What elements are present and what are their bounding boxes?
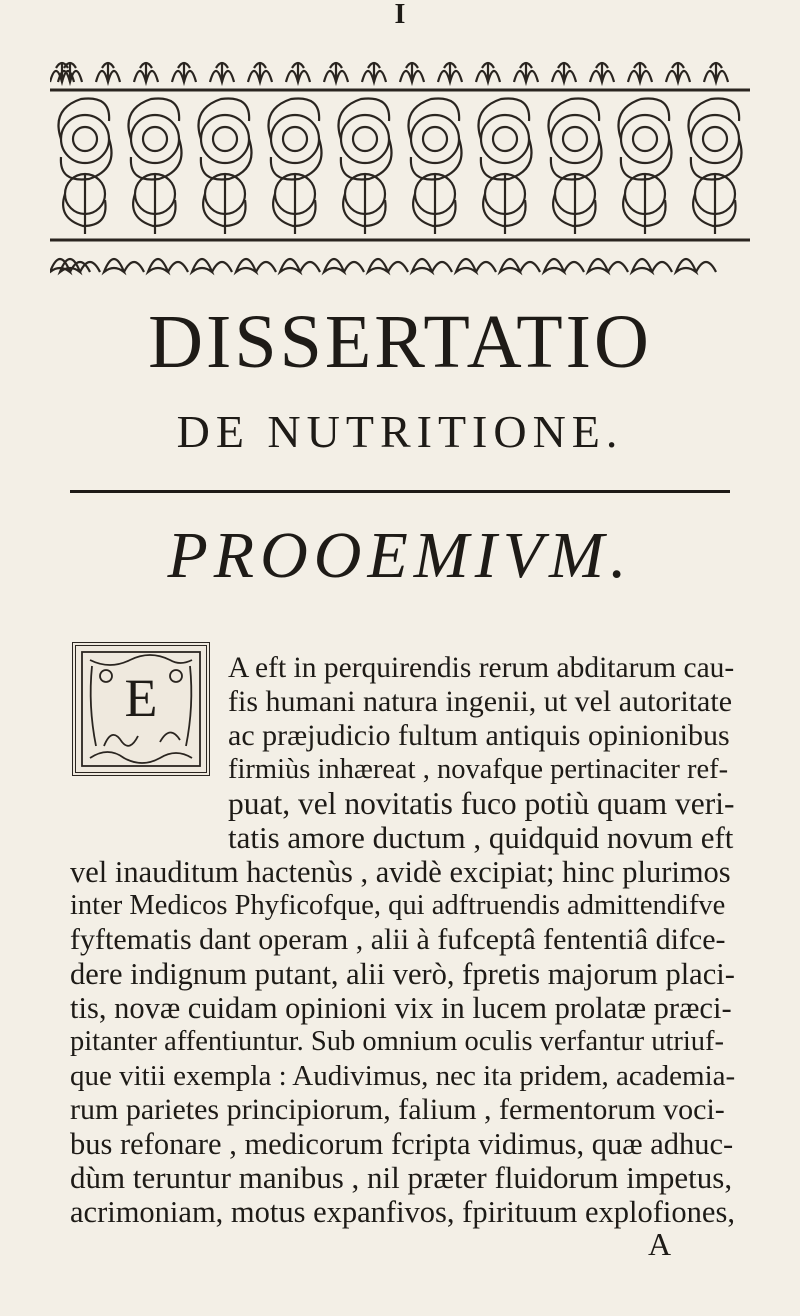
body-text-line: ac præjudicio fultum antiquis opinionibus (228, 719, 730, 752)
body-text-line: fis humani natura ingenii, ut vel autoritate (228, 685, 733, 718)
headpiece-ornament (50, 34, 750, 284)
body-text-line: que vitii exempla : Audivimus, nec ita pridem, academia- (70, 1060, 736, 1092)
body-text-line: dere indignum putant, alii verò, fpretis majorum placi- (70, 957, 735, 991)
body-text-line: bus refonare , medicorum fcripta vidimus, quæ adhuc- (70, 1127, 734, 1161)
body-text-line: fyftematis dant operam , alii à fufceptâ fententiâ difce- (70, 923, 726, 956)
decorated-initial (72, 642, 210, 776)
body-text-line: inter Medicos Phyficofque, qui adftruendis admittendifve (70, 890, 726, 921)
body-text-line: acrimoniam, motus expanfivos, fpirituum explofiones, (70, 1195, 735, 1229)
body-text-line: rum parietes principiorum, falium , fermentorum voci- (70, 1093, 725, 1126)
initial-letter: E (124, 668, 158, 728)
body-text-line: firmiùs inhæreat , novafque pertinaciter ref- (228, 754, 729, 785)
page-number: I (394, 0, 406, 30)
body-text-line: dùm teruntur manibus , nil præter fluidorum impetus, (70, 1160, 733, 1195)
body-text-line: vel inauditum hactenùs , avidè excipiat; hinc plurimos (70, 855, 731, 889)
body-text-line: pitanter affentiuntur. Sub omnium oculis verfantur utriuf- (70, 1026, 725, 1057)
horizontal-rule (70, 490, 730, 493)
title: DISSERTATIO (148, 300, 652, 384)
catchword: A (648, 1226, 672, 1262)
body-text-line: puat, vel novitatis fuco potiù quam veri- (228, 786, 735, 821)
body-text-line: tatis amore ductum , quidquid novum eft (228, 820, 734, 855)
section-heading: PROOEMIVM. (167, 519, 633, 592)
body-text-line: tis, novæ cuidam opinioni vix in lucem prolatæ præci- (70, 991, 732, 1025)
body-text-line: A eft in perquirendis rerum abditarum cau- (228, 652, 735, 684)
subtitle: DE NUTRITIONE. (176, 406, 624, 457)
